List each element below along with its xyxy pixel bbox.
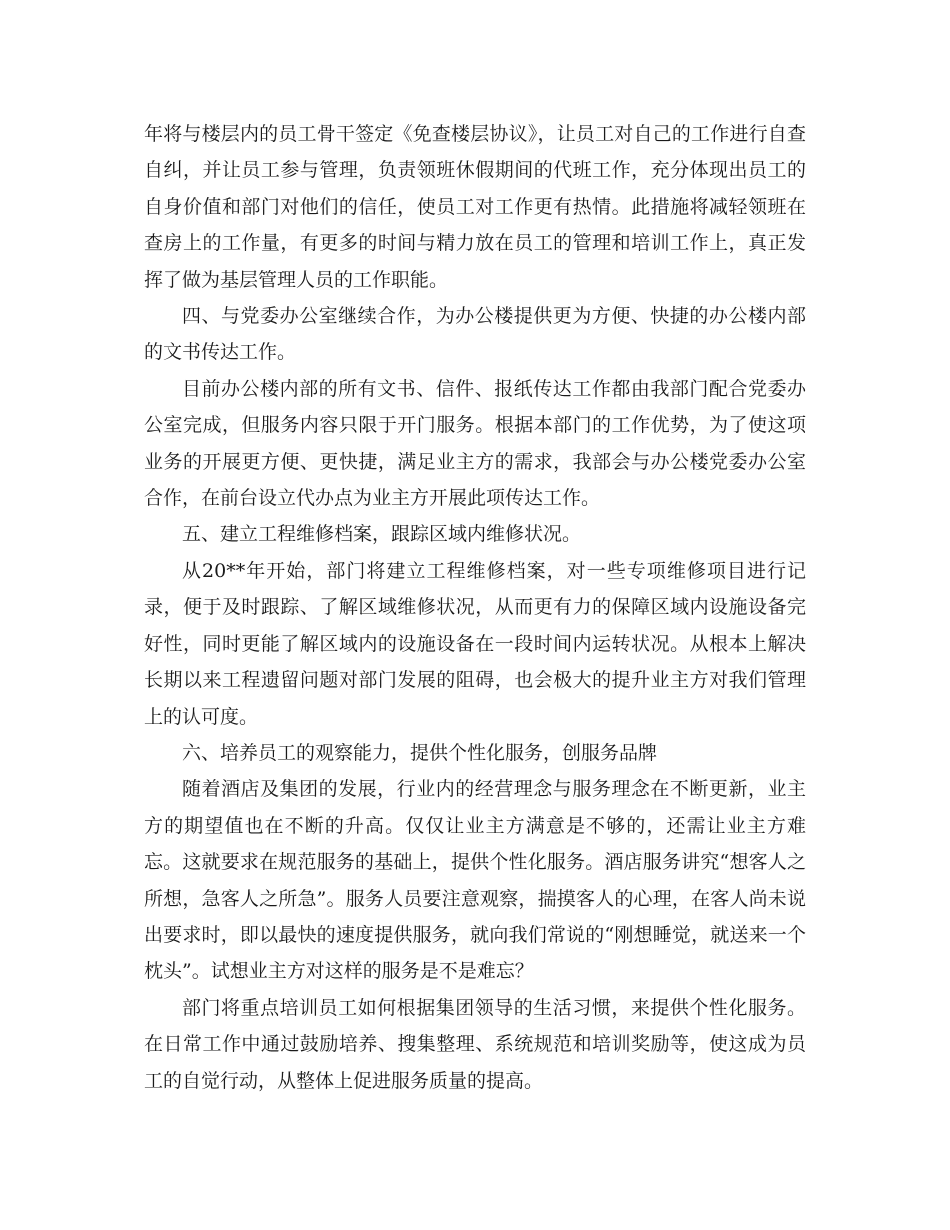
paragraph-document-delivery: 目前办公楼内部的所有文书、信件、报纸传达工作都由我部门配合党委办公室完成，但服务内容只限于开门服务。根据本部门的工作优势，为了使这项业务的开展更方便、更快捷，满足业主方的需求，我部会与办公楼党委办公室合作，在前台设立代办点为业主方开展此项传达工作。 bbox=[144, 377, 806, 510]
section-heading-four: 四、与党委办公室继续合作，为办公楼提供更为方便、快捷的办公楼内部的文书传达工作。 bbox=[144, 305, 806, 364]
paragraph-staff-training: 部门将重点培训员工如何根据集团领导的生活习惯，来提供个性化服务。在日常工作中通过鼓励培养、搜集整理、系统规范和培训奖励等，使这成为员工的自觉行动，从整体上促进服务质量的提高。 bbox=[144, 996, 806, 1092]
paragraph-maintenance-archive: 从20**年开始，部门将建立工程维修档案，对一些专项维修项目进行记录，便于及时跟踪、了解区域维修状况，从而更有力的保障区域内设施设备完好性，同时更能了解区域内的设施设备在一段时间内运转状况。从根本上解决长期以来工程遗留问题对部门发展的阻碍，也会极大的提升业主方对我们管理上的认可度。 bbox=[144, 559, 806, 728]
document-body bbox=[144, 116, 806, 1099]
paragraph-personalized-service: 随着酒店及集团的发展，行业内的经营理念与服务理念在不断更新，业主方的期望值也在不断的升高。仅仅让业主方满意是不够的，还需让业主方难忘。这就要求在规范服务的基础上，提供个性化服务。酒店服务讲究“想客人之所想，急客人之所急”。服务人员要注意观察，揣摸客人的心理，在客人尚未说出要求时，即以最快的速度提供服务，就向我们常说的“刚想睡觉，就送来一个枕头”。试想业主方对这样的服务是不是难忘？ bbox=[144, 778, 806, 983]
section-heading-six: 六、培养员工的观察能力，提供个性化服务，创服务品牌 bbox=[182, 741, 658, 764]
paragraph-continued: 年将与楼层内的员工骨干签定《免查楼层协议》，让员工对自己的工作进行自查自纠，并让员工参与管理，负责领班休假期间的代班工作，充分体现出员工的自身价值和部门对他们的信任，使员工对工作更有热情。此措施将减轻领班在查房上的工作量，有更多的时间与精力放在员工的管理和培训工作上，真正发挥了做为基层管理人员的工作职能。 bbox=[144, 123, 806, 291]
section-heading-five: 五、建立工程维修档案，跟踪区域内维修状况。 bbox=[182, 523, 582, 546]
